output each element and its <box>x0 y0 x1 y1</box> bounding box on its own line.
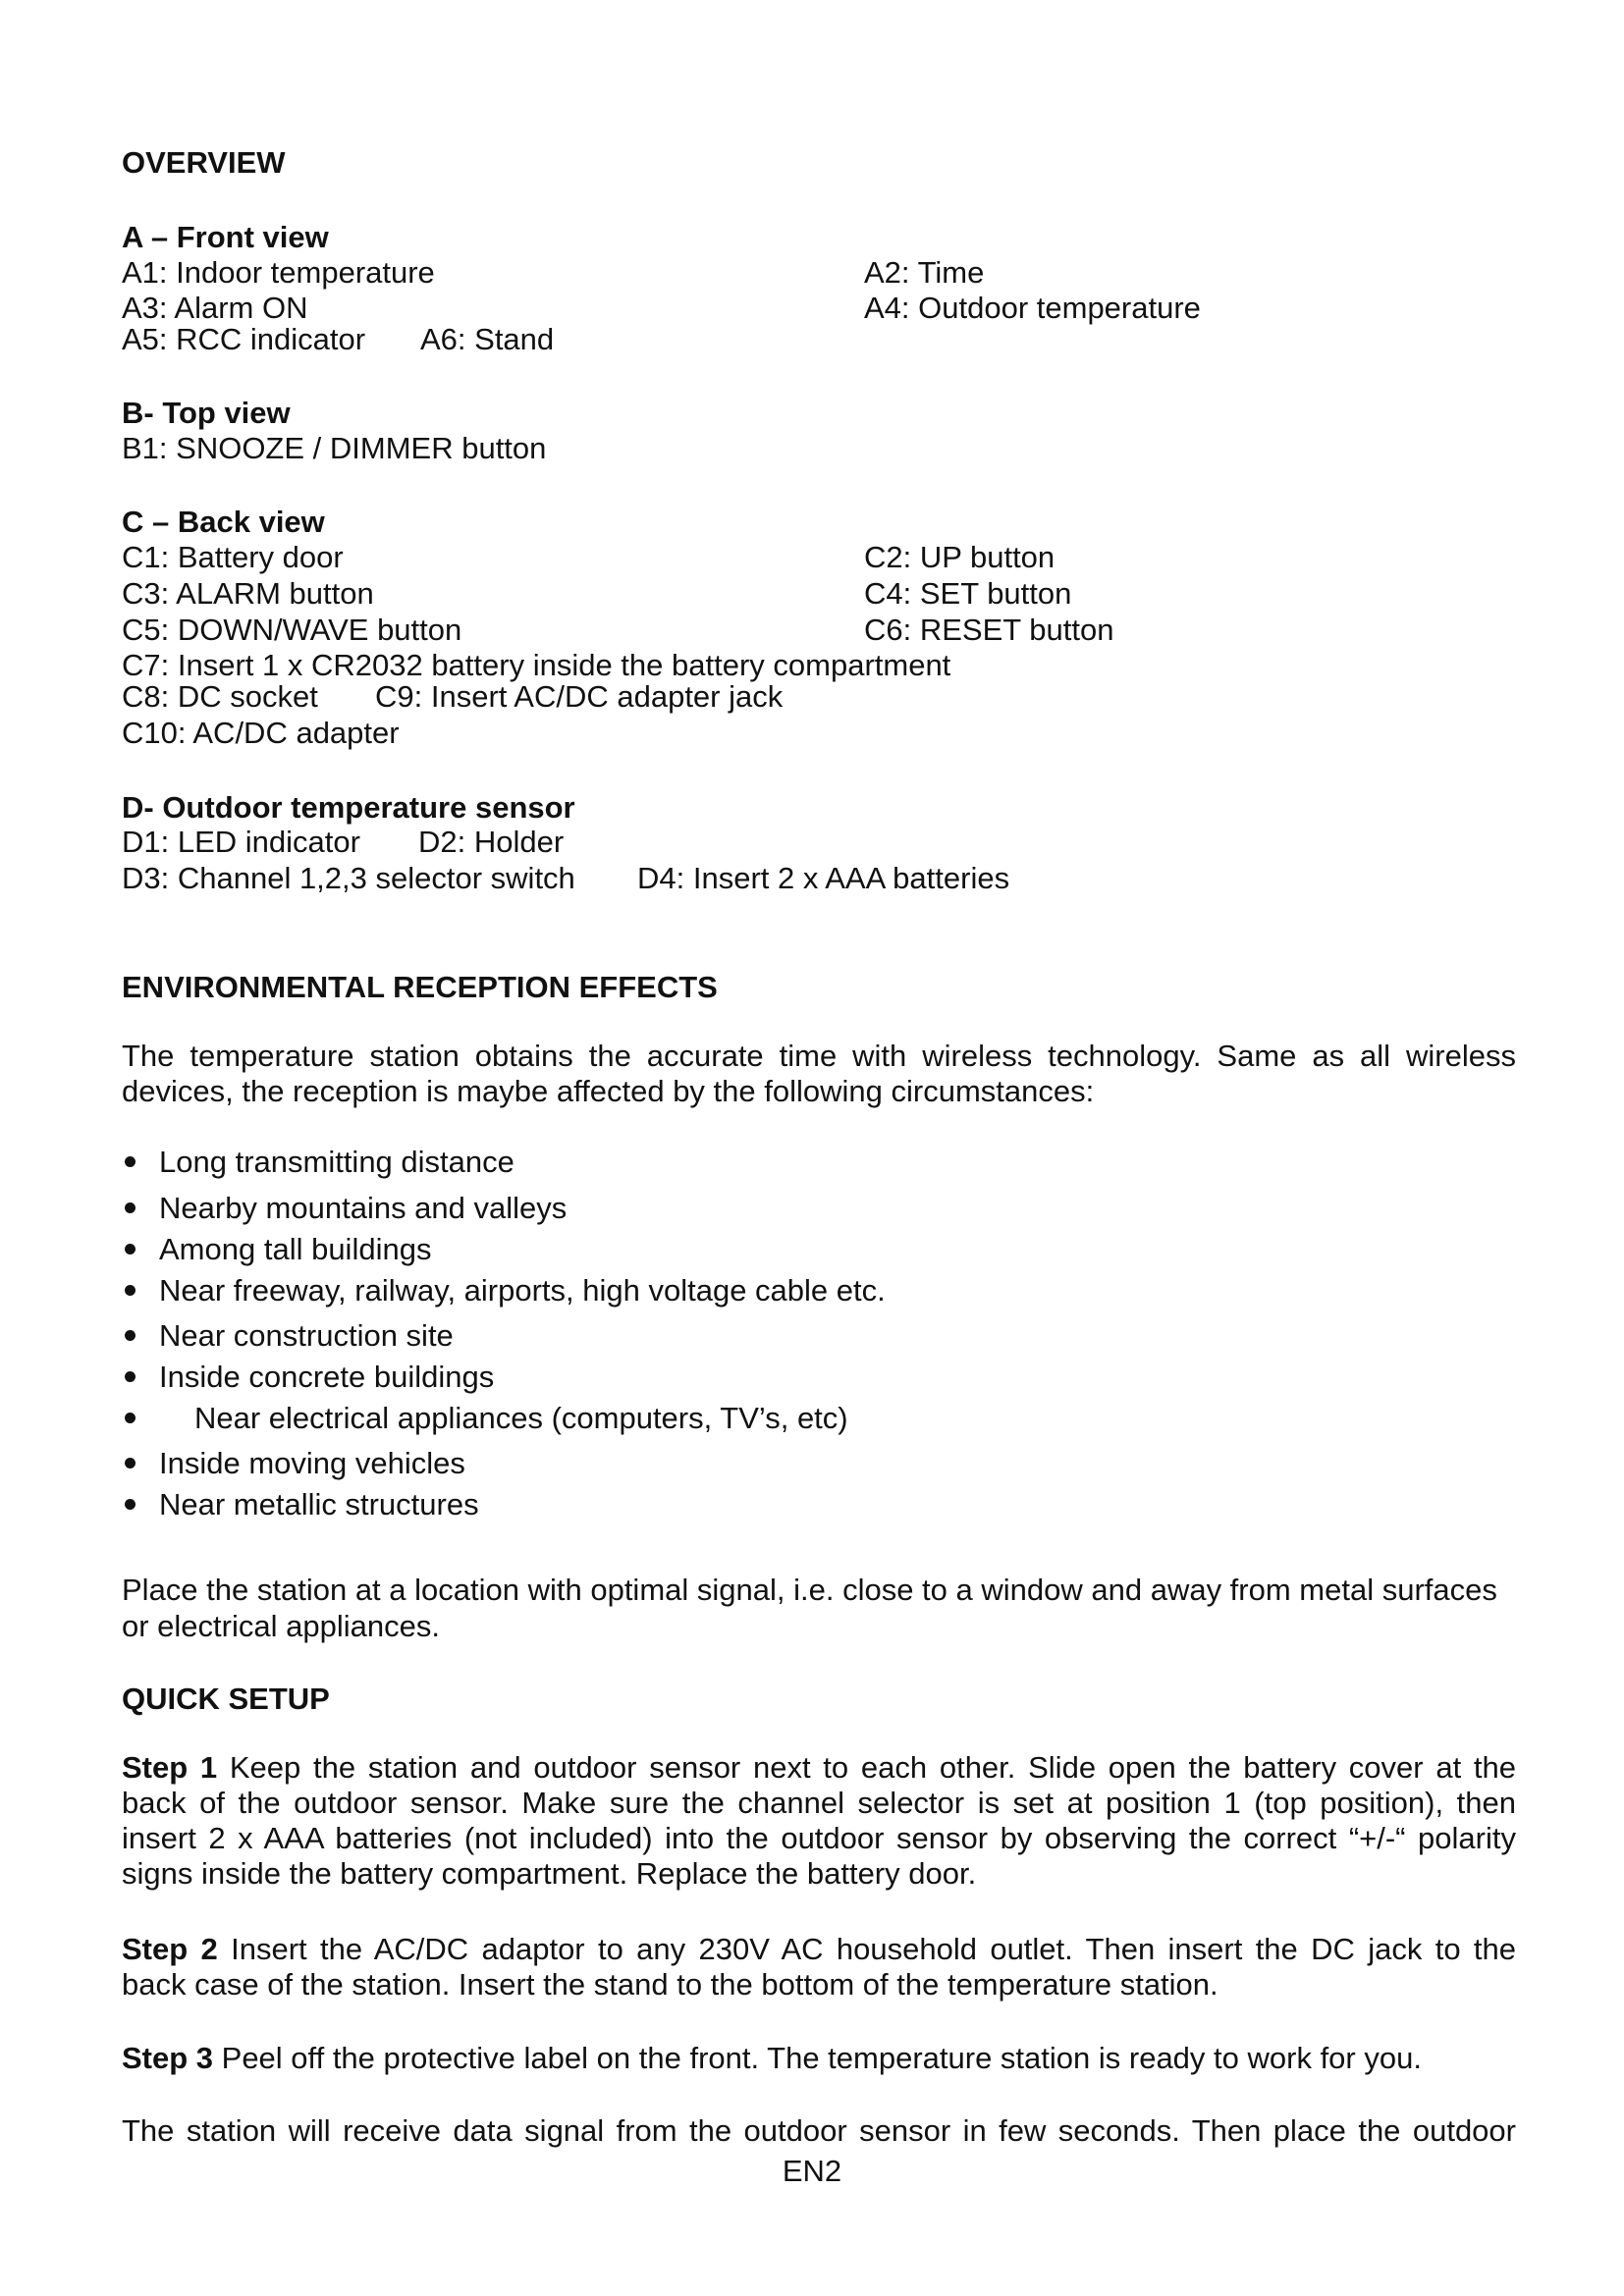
bullet-icon <box>125 1285 135 1296</box>
item-c10: C10: AC/DC adapter <box>122 716 400 750</box>
final-line: The station will receive data signal from the outdoor sensor in few seconds. Then place the outdoor <box>122 2113 1516 2148</box>
step3-line <box>122 2041 1422 2076</box>
bullet-icon <box>125 1244 135 1255</box>
bullet-icon <box>125 1202 135 1213</box>
placement-line1: Place the station at a location with optimal signal, i.e. close to a window and away from metal surfaces <box>122 1573 1497 1607</box>
page-number: EN2 <box>782 2154 842 2188</box>
bullet-icon <box>125 1499 135 1510</box>
item-d1: D1: LED indicator <box>122 825 360 859</box>
bullet-icon <box>125 1156 135 1167</box>
bullet-icon <box>125 1330 135 1341</box>
item-c2: C2: UP button <box>864 540 1056 574</box>
bullet-item: Near freeway, railway, airports, high voltage cable etc. <box>159 1273 886 1308</box>
item-b1: B1: SNOOZE / DIMMER button <box>122 431 547 465</box>
item-c6: C6: RESET button <box>864 613 1114 647</box>
item-c3: C3: ALARM button <box>122 576 374 611</box>
bullet-item: Inside concrete buildings <box>159 1360 495 1394</box>
bullet-icon <box>125 1458 135 1468</box>
environment-heading: ENVIRONMENTAL RECEPTION EFFECTS <box>122 970 718 1004</box>
step1-line1 <box>122 1750 1516 1786</box>
bullet-item: Nearby mountains and valleys <box>159 1191 568 1225</box>
item-c9: C9: Insert AC/DC adapter jack <box>375 679 784 714</box>
bullet-item: Near metallic structures <box>159 1487 479 1522</box>
step1-line3: insert 2 x AAA batteries (not included) into the outdoor sensor by observing the correct “+/-“ polarity <box>122 1821 1516 1855</box>
item-c5: C5: DOWN/WAVE button <box>122 613 462 647</box>
back-view-heading: C – Back view <box>122 505 325 539</box>
bullet-item: Inside moving vehicles <box>159 1446 465 1480</box>
overview-heading: OVERVIEW <box>122 145 286 180</box>
item-a4: A4: Outdoor temperature <box>864 291 1201 325</box>
item-c4: C4: SET button <box>864 576 1072 611</box>
bullet-item: Near construction site <box>159 1318 454 1353</box>
item-c7: C7: Insert 1 x CR2032 battery inside the battery compartment <box>122 648 951 682</box>
bullet-icon <box>125 1371 135 1382</box>
item-a6: A6: Stand <box>420 322 555 356</box>
item-a3: A3: Alarm ON <box>122 291 308 325</box>
step1-label: Step 1 <box>122 1750 218 1785</box>
step2-label: Step 2 <box>122 1932 218 1966</box>
item-d3: D3: Channel 1,2,3 selector switch <box>122 861 575 895</box>
item-d4: D4: Insert 2 x AAA batteries <box>637 861 1010 895</box>
top-view-heading: B- Top view <box>122 396 291 430</box>
item-c8: C8: DC socket <box>122 679 318 714</box>
step2-line2: back case of the station. Insert the stand to the bottom of the temperature station. <box>122 1967 1218 2002</box>
bullet-item: Among tall buildings <box>159 1232 432 1266</box>
bullet-item: Near electrical appliances (computers, TV’s, etc) <box>194 1401 848 1435</box>
item-a2: A2: Time <box>864 255 985 290</box>
sensor-heading: D- Outdoor temperature sensor <box>122 790 575 825</box>
front-view-heading: A – Front view <box>122 220 329 254</box>
placement-line2: or electrical appliances. <box>122 1609 440 1643</box>
item-a5: A5: RCC indicator <box>122 322 366 356</box>
bullet-icon <box>125 1413 135 1423</box>
item-d2: D2: Holder <box>418 825 565 859</box>
step1-text: Keep the station and outdoor sensor next to each other. Slide open the battery cover at the <box>217 1750 1517 1785</box>
step3-label: Step 3 <box>122 2041 214 2075</box>
step1-line2: back of the outdoor sensor. Make sure the channel selector is set at position 1 (top position), then <box>122 1786 1516 1820</box>
quick-setup-heading: QUICK SETUP <box>122 1682 330 1716</box>
step1-line4: signs inside the battery compartment. Replace the battery door. <box>122 1856 977 1891</box>
environment-intro-line1: The temperature station obtains the accurate time with wireless technology. Same as all wireless <box>122 1039 1516 1073</box>
bullet-item: Long transmitting distance <box>159 1145 514 1179</box>
environment-intro-line2: devices, the reception is maybe affected by the following circumstances: <box>122 1074 1095 1108</box>
item-c1: C1: Battery door <box>122 540 344 574</box>
step2-text: Insert the AC/DC adaptor to any 230V AC household outlet. Then insert the DC jack to the <box>217 1932 1516 1966</box>
step3-text: Peel off the protective label on the front. The temperature station is ready to work for you. <box>213 2041 1422 2075</box>
item-a1: A1: Indoor temperature <box>122 255 435 290</box>
step2-line1 <box>122 1932 1516 1967</box>
